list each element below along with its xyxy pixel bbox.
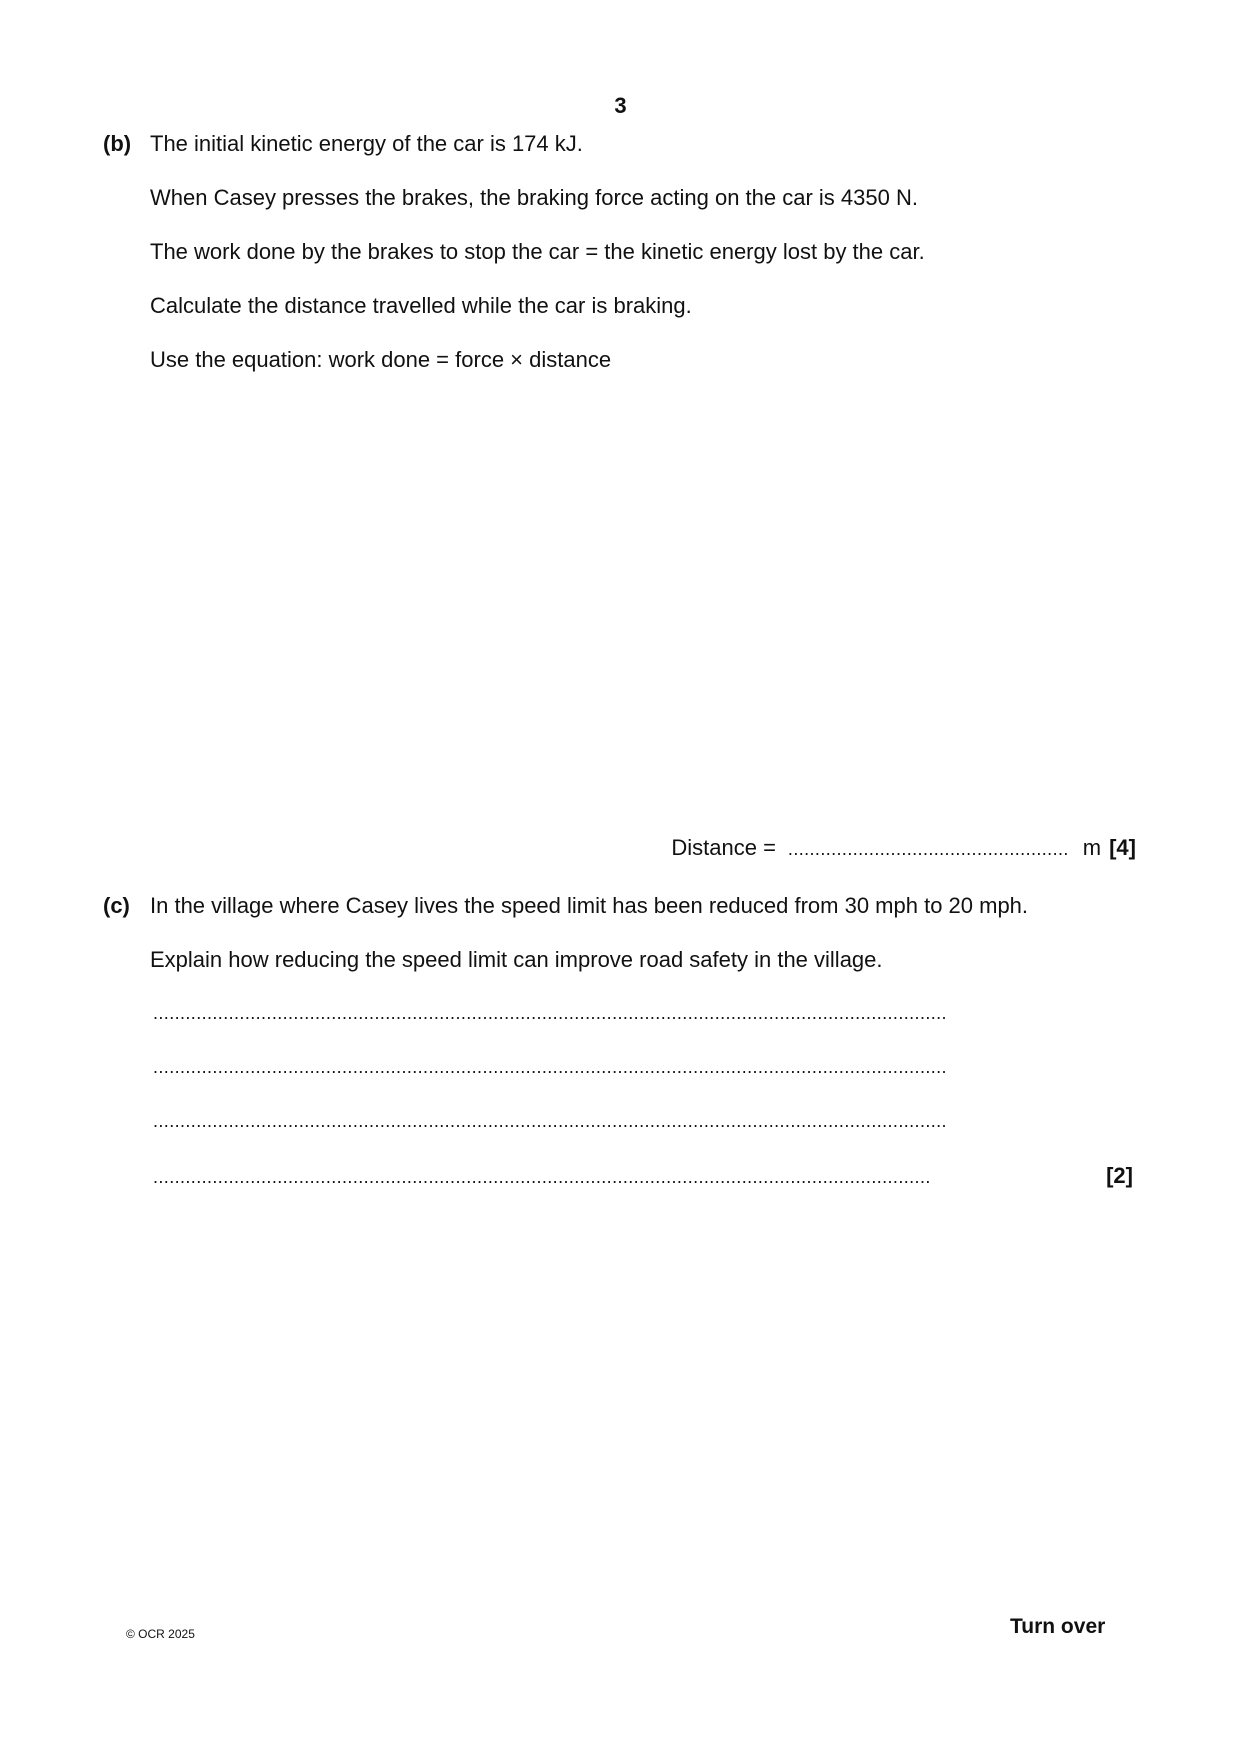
answer-line-2[interactable]: ................................................................................................................................................... (153, 1057, 947, 1077)
distance-answer-field[interactable] (788, 839, 1069, 860)
answer-line-3[interactable]: ................................................................................................................................................... (153, 1111, 947, 1131)
distance-label: Distance = (671, 835, 776, 860)
part-b-line-1: The initial kinetic energy of the car is 174 kJ. (150, 131, 583, 156)
distance-answer-dots: .................................................... (787, 839, 1069, 859)
part-c-line-1: In the village where Casey lives the speed limit has been reduced from 30 mph to 20 mph. (150, 893, 1029, 918)
part-c-line-2: Explain how reducing the speed limit can improve road safety in the village. (150, 947, 883, 972)
part-c-marks: [2] (1106, 1163, 1133, 1188)
answer-line-4-row (153, 1163, 1133, 1189)
part-b-line-2: When Casey presses the brakes, the braking force acting on the car is 4350 N. (150, 185, 918, 210)
answer-line-1[interactable]: ................................................................................................................................................... (153, 1003, 947, 1023)
part-b-line-4: Calculate the distance travelled while the car is braking. (150, 293, 692, 318)
copyright-notice: © OCR 2025 (126, 1627, 195, 1641)
answer-line-4[interactable]: ................................................................................................................................................ (153, 1167, 931, 1187)
part-c-label: (c) (103, 893, 130, 918)
part-b-marks: [4] (1109, 835, 1136, 860)
distance-unit: m (1082, 835, 1102, 860)
part-b-label: (b) (103, 131, 132, 156)
turn-over-label: Turn over (1010, 1615, 1106, 1638)
distance-answer-row (671, 835, 1136, 861)
part-b-equation: Use the equation: work done = force × distance (150, 347, 612, 372)
page-number: 3 (614, 93, 627, 118)
part-b-line-3: The work done by the brakes to stop the car = the kinetic energy lost by the car. (150, 239, 925, 264)
